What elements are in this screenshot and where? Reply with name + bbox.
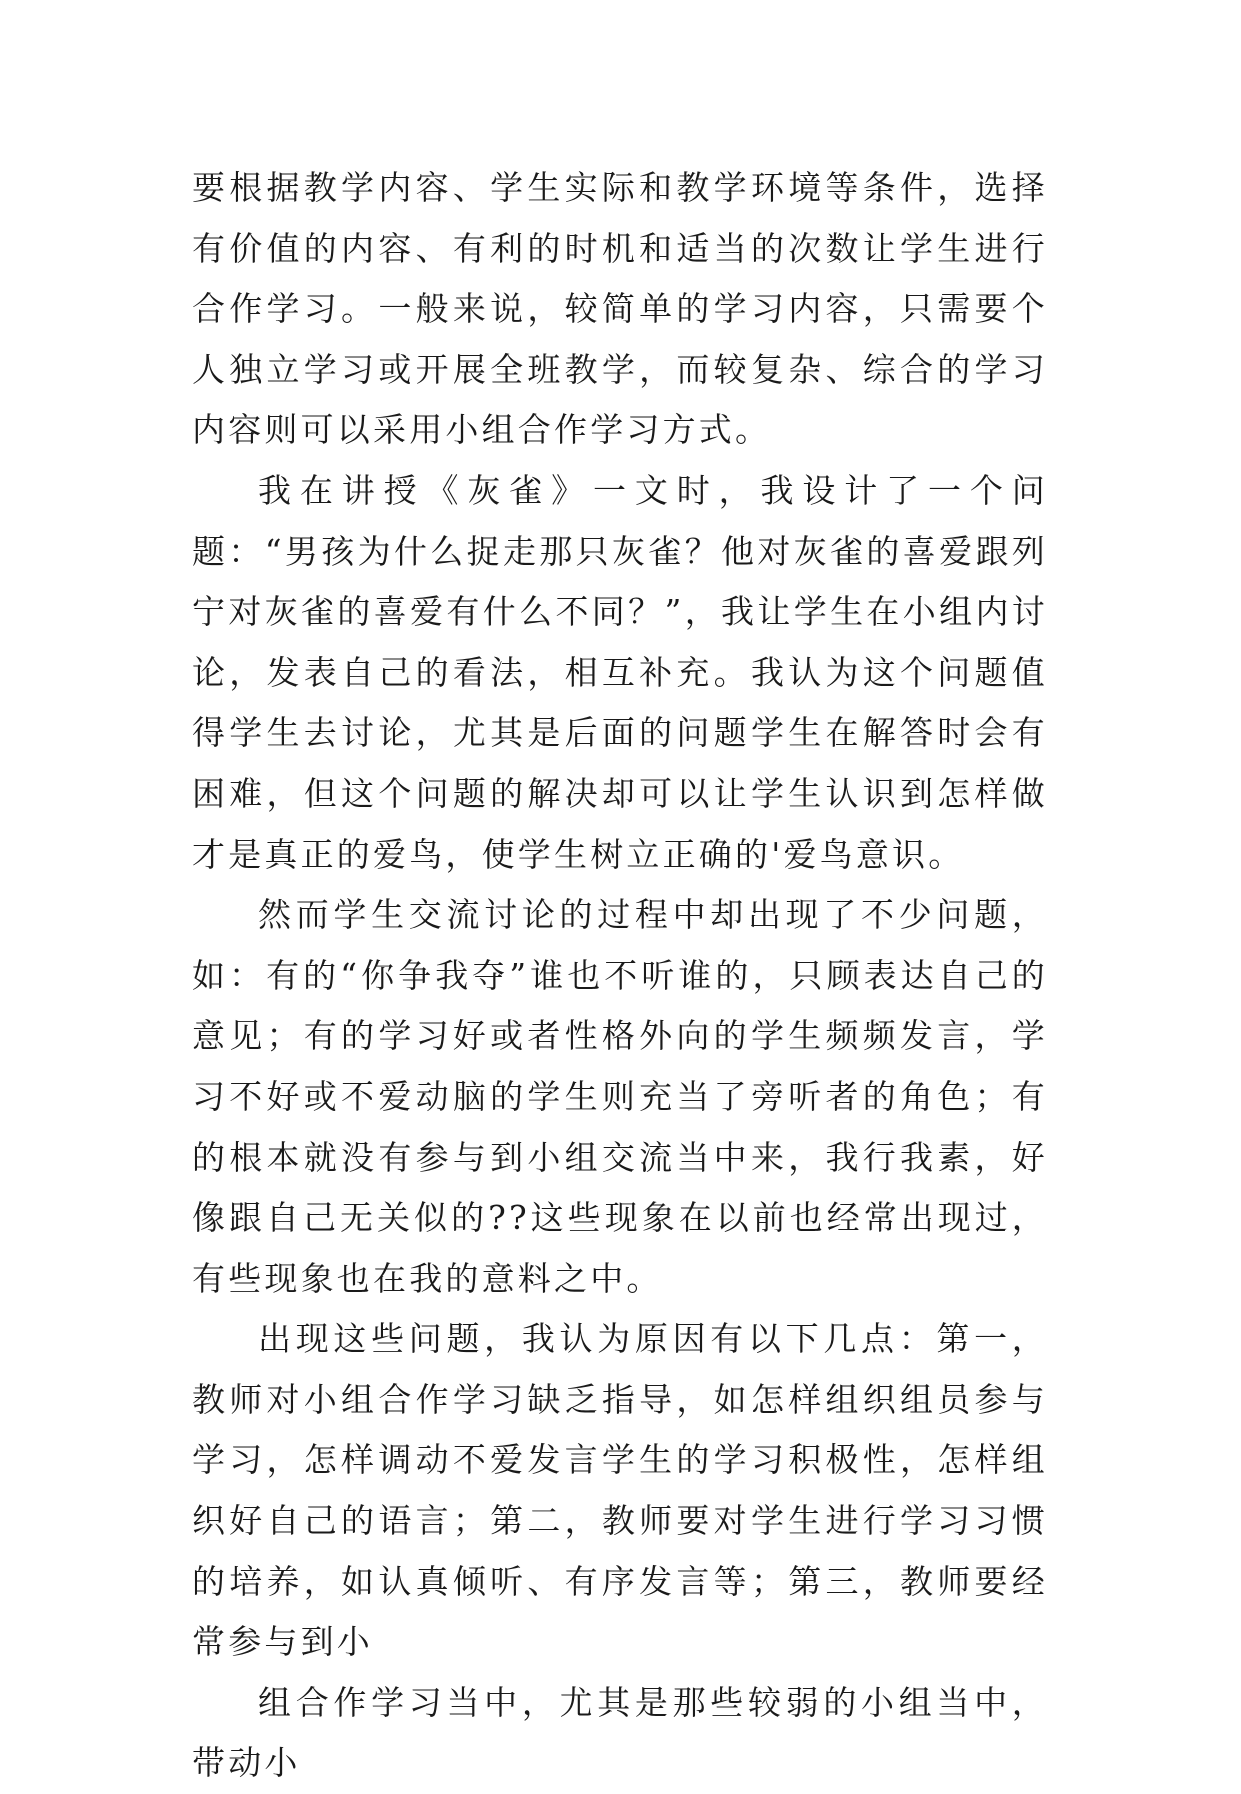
paragraph-2: 我在讲授《灰雀》一文时，我设计了一个问题：“男孩为什么捉走那只灰雀？他对灰雀的喜爱跟列宁对灰雀的喜爱有什么不同？”，我让学生在小组内讨论，发表自己的看法，相互补充。我认为这个问题值得学生去讨论，尤其是后面的问题学生在解答时会有困难，但这个问题的解决却可以让学生认识到怎样做才是真正的爱鸟，使学生树立正确的'爱鸟意识。 [192,470,1048,874]
paragraph-1: 要根据教学内容、学生实际和教学环境等条件，选择有价值的内容、有利的时机和适当的次数让学生进行合作学习。一般来说，较简单的学习内容，只需要个人独立学习或开展全班教学，而较复杂、综合的学习内容则可以采用小组合作学习方式。 [192,168,1048,450]
paragraph-5: 组合作学习当中，尤其是那些较弱的小组当中，带动小 [192,1682,1048,1783]
paragraph-4: 出现这些问题，我认为原因有以下几点：第一，教师对小组合作学习缺乏指导，如怎样组织组员参与学习，怎样调动不爱发言学生的学习积极性，怎样组织好自己的语言；第二，教师要对学生进行学习习惯的培养，如认真倾听、有序发言等；第三，教师要经常参与到小 [192,1319,1048,1662]
paragraph-3: 然而学生交流讨论的过程中却出现了不少问题，如：有的“你争我夺”谁也不听谁的，只顾表达自己的意见；有的学习好或者性格外向的学生频频发言，学习不好或不爱动脑的学生则充当了旁听者的角色；有的根本就没有参与到小组交流当中来，我行我素，好像跟自己无关似的??这些现象在以前也经常出现过，有些现象也在我的意料之中。 [192,895,1048,1298]
document-body [192,158,1048,1794]
